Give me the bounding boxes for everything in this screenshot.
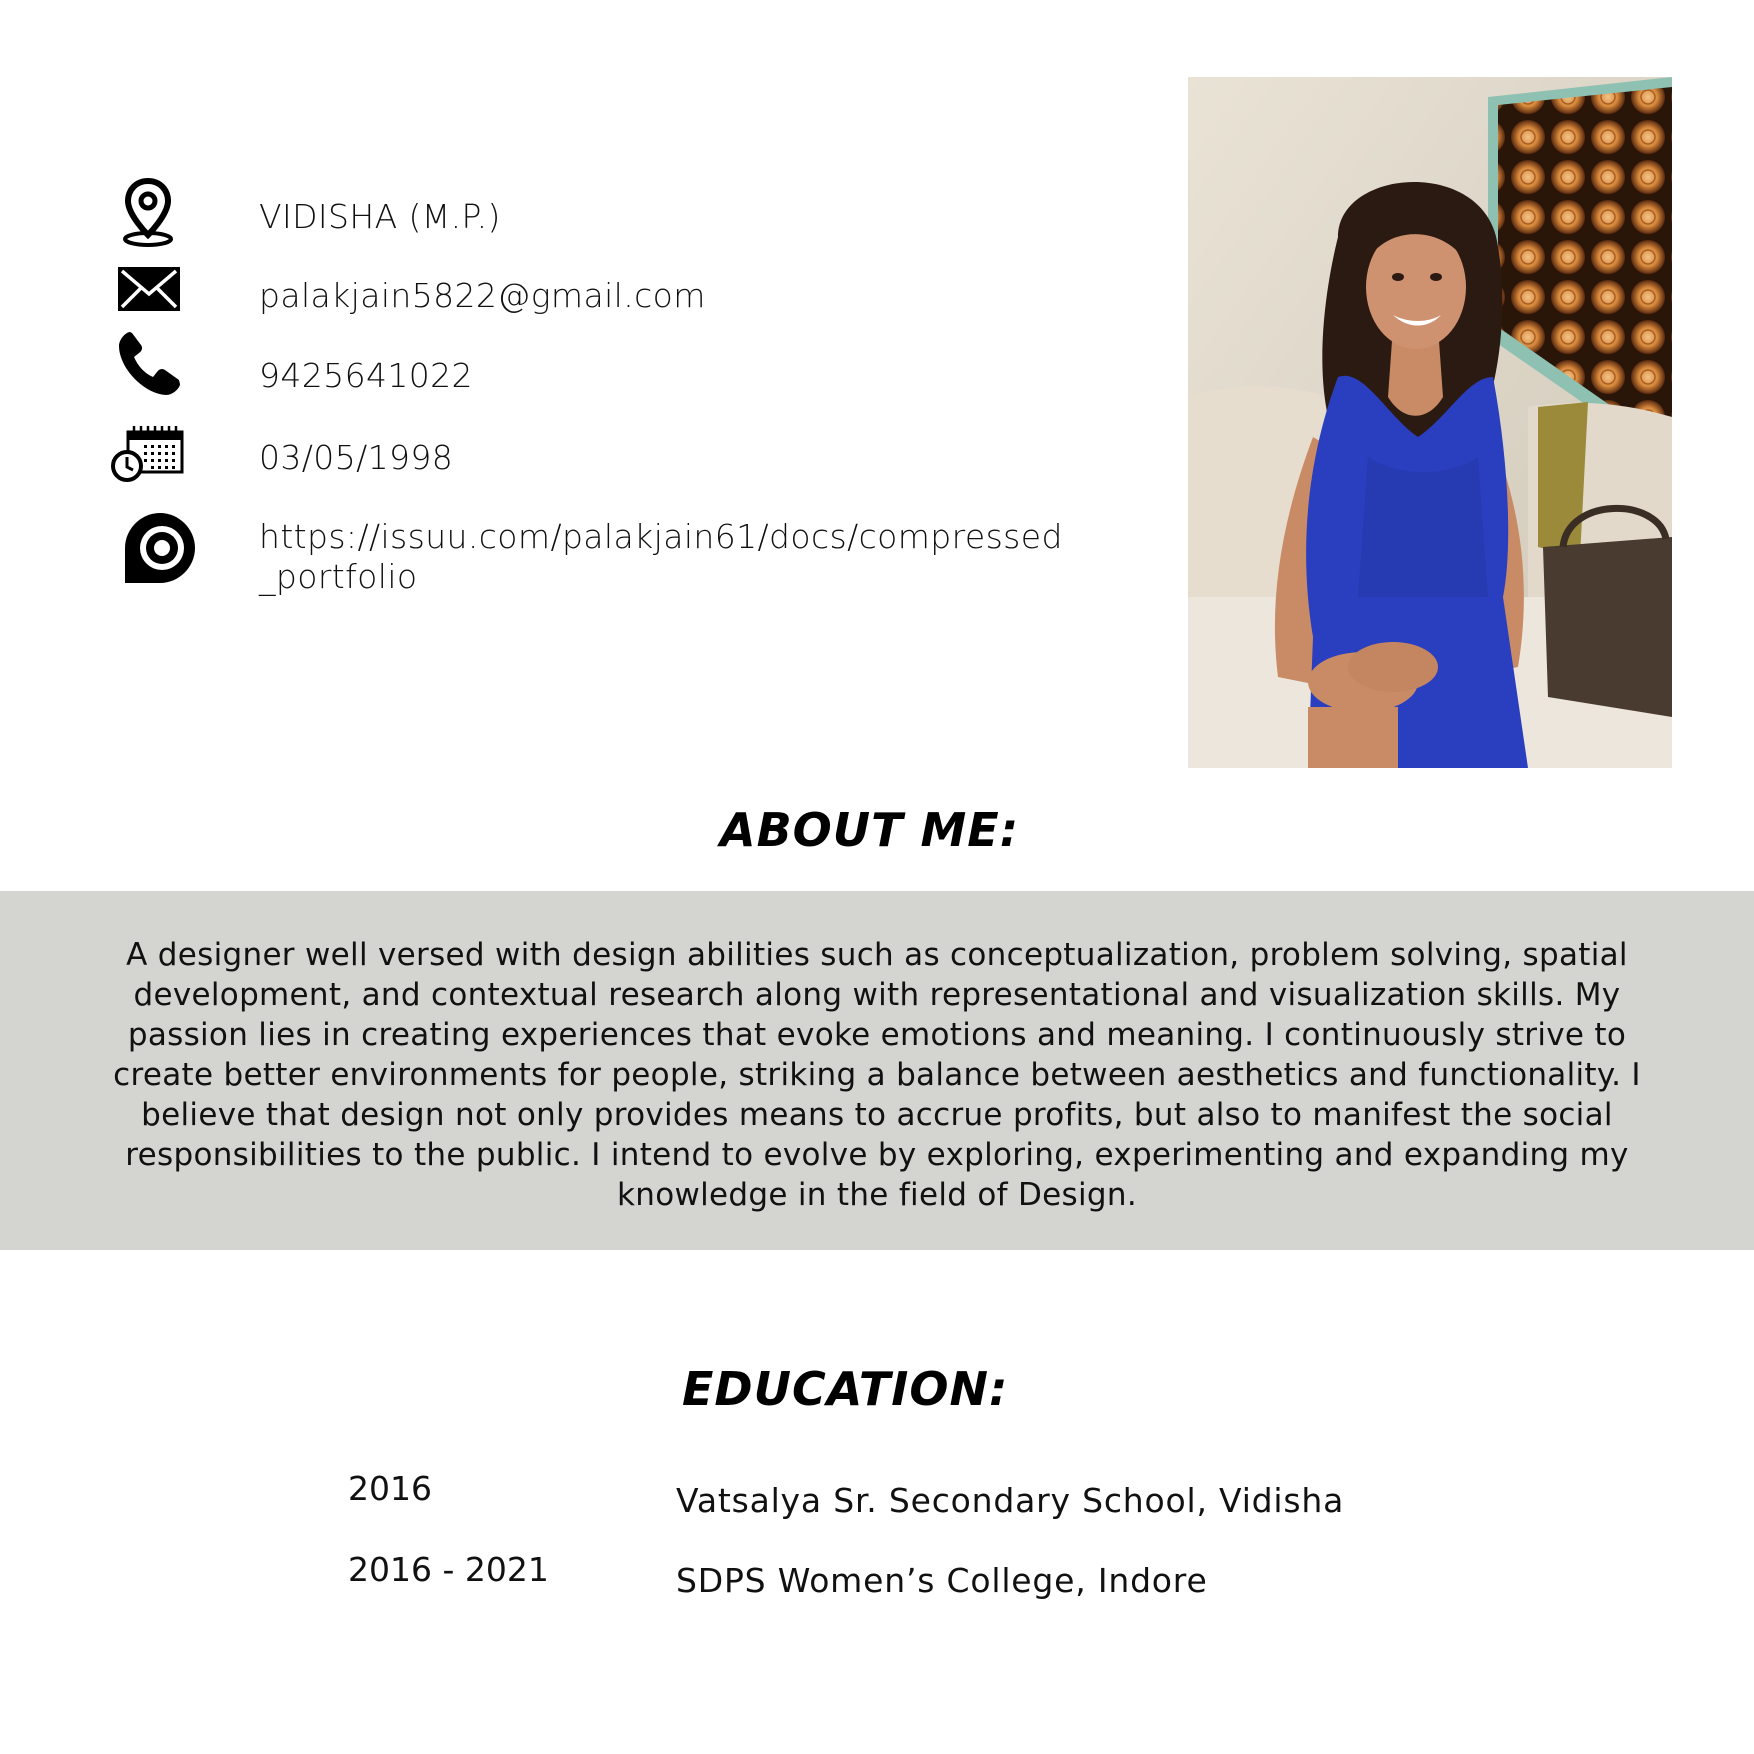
education-institution: SDPS Women’s College, Indore — [676, 1561, 1208, 1600]
calendar-clock-icon — [110, 424, 186, 482]
education-institution: Vatsalya Sr. Secondary School, Vidisha — [676, 1481, 1345, 1520]
contact-phone — [0, 330, 1100, 410]
dob-text: 03/05/1998 — [259, 438, 454, 477]
about-heading: ABOUT ME: — [720, 803, 1020, 857]
issuu-logo-icon — [122, 510, 198, 586]
education-heading: EDUCATION: — [682, 1362, 1009, 1416]
portfolio-link[interactable]: https://issuu.com/palakjain61/docs/compressed_portfolio — [259, 517, 1063, 596]
education-year: 2016 - 2021 — [348, 1550, 549, 1589]
about-band — [0, 891, 1754, 1250]
about-body: A designer well versed with design abilities such as conceptualization, problem solving, spatial development, and contextual research along with representational and visualization skills. My passion lies in creating experiences that evoke emotions and meaning. I continuously strive to create better environments for people, striking a balance between aesthetics and functionality. I believe that design not only provides means to accrue profits, but also to manifest the social responsibilities to the public. I intend to evolve by exploring, experimenting and expanding my knowledge in the field of Design. — [113, 937, 1641, 1213]
education-year: 2016 — [348, 1469, 432, 1508]
profile-photo — [1188, 77, 1672, 768]
phone-icon — [116, 330, 182, 398]
contact-portfolio — [0, 505, 1100, 615]
contact-location — [0, 175, 1100, 255]
contact-dob — [0, 420, 1100, 500]
map-pin-icon — [120, 177, 176, 249]
envelope-icon — [117, 266, 181, 312]
email-link[interactable]: palakjain5822@gmail.com — [259, 276, 706, 315]
phone-text: 9425641022 — [259, 356, 473, 395]
location-text: VIDISHA (M.P.) — [259, 197, 501, 236]
